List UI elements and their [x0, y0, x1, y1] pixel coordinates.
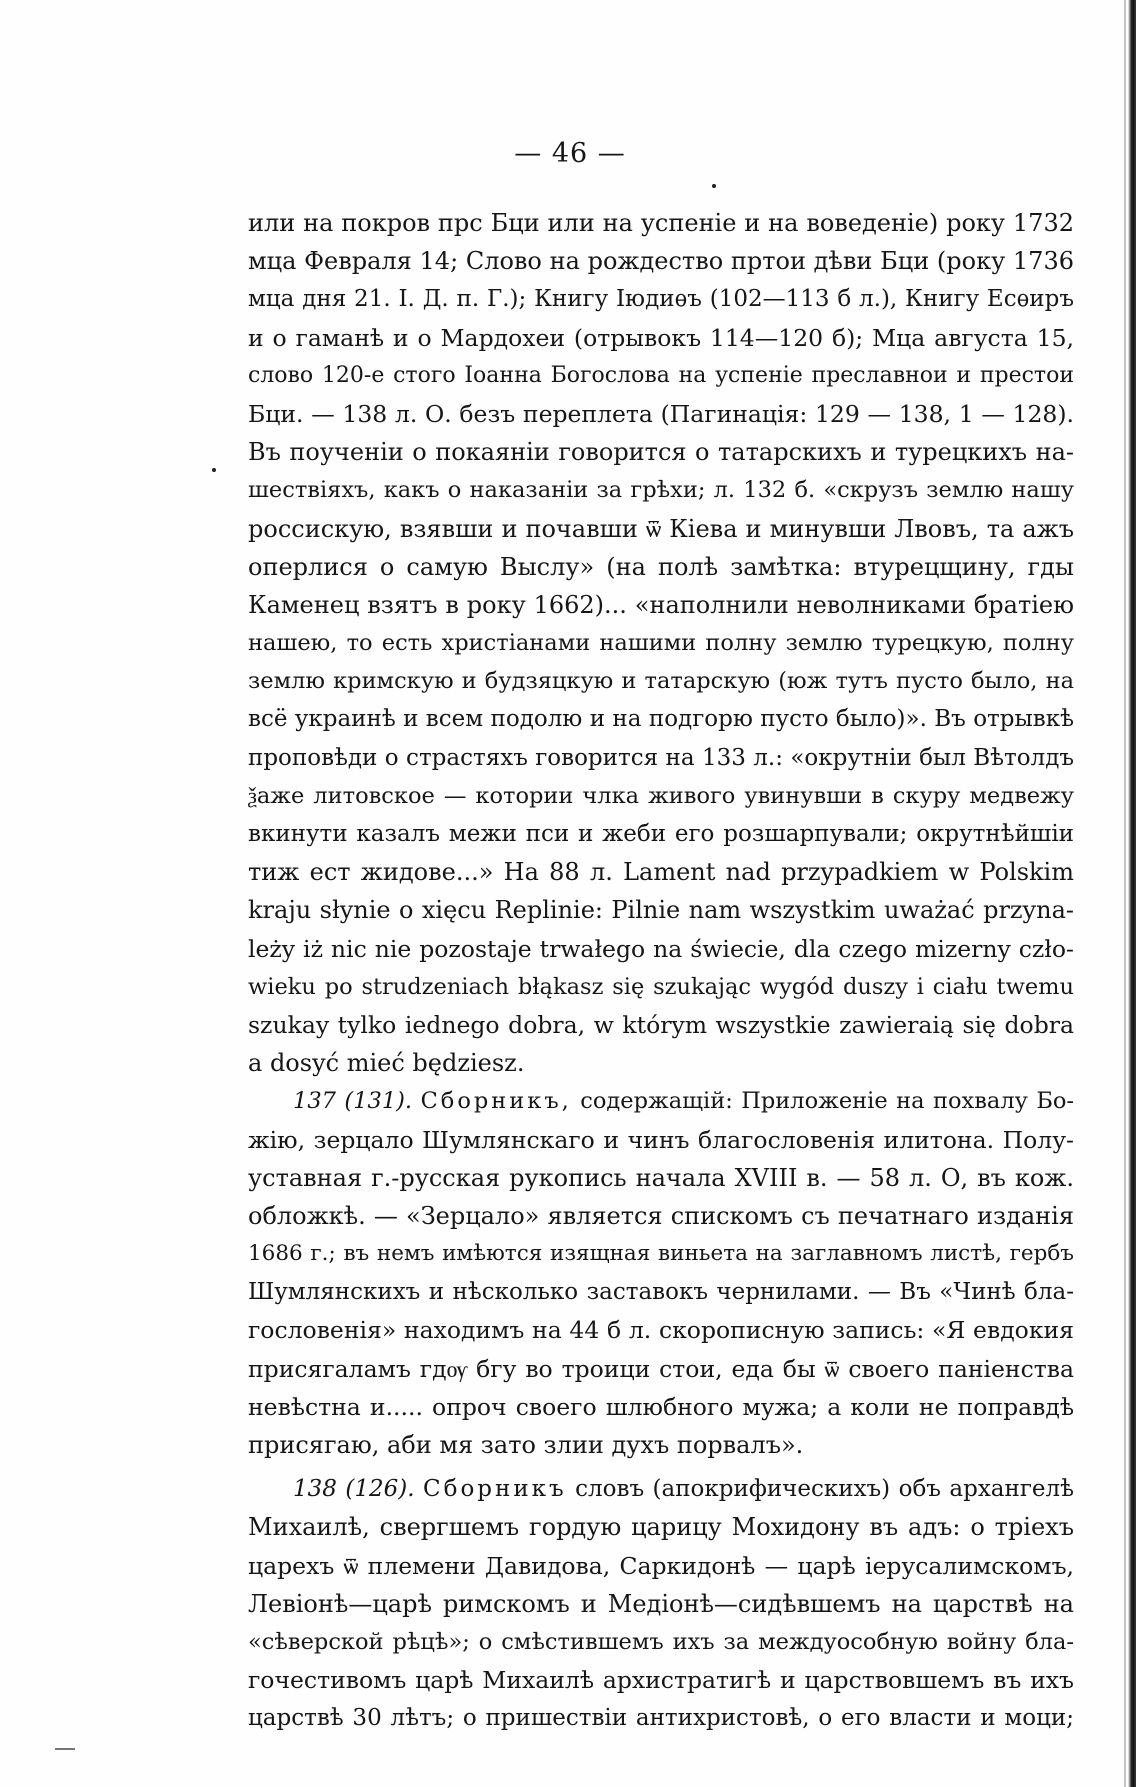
catalog-entry-137 [248, 1082, 1074, 1464]
text-line: гословенія» находимъ на 44 б л. скорописную запись: «Я евдокия [248, 1316, 1074, 1345]
text-line: ѯаже литовское — котории члка живого увинувши в скуру медвежу [248, 782, 1074, 809]
text-line: обложкѣ. — «Зерцало» является спискомъ съ печатнаго изданія [248, 1201, 1074, 1230]
entry-heading-line [248, 1470, 1074, 1508]
text-line: Шумлянскихъ и нѣсколько заставокъ чернилами. — Въ «Чинѣ бла- [248, 1279, 1074, 1306]
text-line: «сѣверской рѣцѣ»; о смѣстившемъ ихъ за междуособную войну бла- [248, 1628, 1074, 1655]
paragraph-continuation [248, 204, 1074, 1082]
text-line: вкинути казалъ межи пси и жеби его розшарпували; окрутнѣйшіи [248, 821, 1074, 847]
entry-heading-line [248, 1082, 1074, 1120]
text-line: a dosyć mieć będziesz. [248, 1049, 525, 1078]
text-line: уставная г.-русская рукопись начала XVIII в. — 58 л. О, въ кож. [248, 1163, 1074, 1192]
text-line: нашею, то есть христіанами нашими полну землю турецкую, полну [248, 630, 1074, 657]
text-line: присягаю, аби мя зато злии духъ порвалъ». [248, 1431, 804, 1459]
text-line: Михаилѣ, свергшемъ гордую царицу Мохидону въ адъ: о тріехъ [248, 1513, 1074, 1542]
text-line: Бци. — 138 л. О. безъ переплета (Пагинація: 129 — 138, 1 — 128). [248, 399, 1074, 428]
text-line: Въ поученіи о покаяніи говорится о татарскихъ и турецкихъ на- [248, 438, 1074, 467]
page-binding-edge [1128, 0, 1136, 1787]
text-line: землю кримскую и будзяцкую и татарскую (юж тутъ пусто было, на [248, 668, 1074, 695]
entry-number: 137 (131). [293, 1088, 413, 1115]
text-line: Левіонѣ—царѣ римскомъ и Медіонѣ—сидѣвшемъ на царствѣ на [248, 1589, 1074, 1618]
text-line: мца дня 21. І. Д. п. Г.); Книгу Іюдиѳъ (102—113 б л.), Книгу Есѳиръ [248, 286, 1074, 313]
page-number: — 46 — [514, 138, 626, 169]
text-line: всё украинѣ и всем подолю и на подгорю пусто было)». Въ отрывкѣ [248, 706, 1074, 733]
text-line: и о гаманѣ и о Мардохеи (отрывокъ 114—120 б); Мца августа 15, [248, 323, 1074, 352]
body-text [248, 204, 1074, 1738]
text-line: царехъ ѿ племени Давидова, Саркидонѣ — царѣ іерусалимскомъ, [248, 1551, 1074, 1580]
text-line: слово 120-е стого Іоанна Богослова на успеніе преславнои и престои [248, 362, 1074, 388]
text-line: царствѣ 30 лѣтъ; о пришествіи антихристовѣ, о его власти и моци; [248, 1705, 1074, 1732]
text-line: шествіяхъ, какъ о наказаніи за грѣхи; л. 132 б. «скрузъ землю нашу [248, 477, 1074, 504]
text-line: 1686 г.; въ немъ имѣются изящная виньета на заглавномъ листѣ, гербъ [248, 1241, 1074, 1267]
text-line: или на покров прс Бци или на успеніе и на воведеніе) року 1732 [248, 209, 1074, 237]
text-line: проповѣди о страстяхъ говорится на 133 л.: «окрутніи был Вѣтолдъ [248, 744, 1074, 771]
text-line: Каменец взятъ в року 1662)... «наполнили неволниками братіею [248, 590, 1074, 619]
catalog-entry-138 [248, 1470, 1074, 1737]
entry-title: Сборникъ, [420, 1088, 572, 1115]
text-line: leży iż nic nie pozostaje trwałego na świecie, dla czego mizerny czło- [248, 934, 1074, 963]
text-line: россиcкую, взявши и почавши ѿ Кіева и минувши Лвовъ, та ажъ [248, 514, 1074, 543]
text-line: тиж ест жидове...» На 88 л. Lament nad przypadkiem w Polskim [248, 858, 1074, 887]
text-line: жію, зерцало Шумлянскаго и чинъ благословенія илитона. Полу- [248, 1125, 1074, 1154]
margin-speck [712, 184, 716, 188]
text-line: гочестивомъ царѣ Михаилѣ архистратигѣ и царствовшемъ въ ихъ [248, 1666, 1074, 1695]
text-line: мца Февраля 14; Слово на рождество пртои дѣви Бци (року 1736 [248, 247, 1074, 276]
margin-speck [212, 468, 216, 472]
text-line: szukay tylko iednego dobra, w którym wszystkie zawieraią się dobra [248, 1010, 1074, 1039]
page-binding-shadow [1124, 0, 1126, 1787]
text-line: присягаламъ гдѹ бгу во троици стои, еда бы ѿ своего паніенства [248, 1354, 1074, 1383]
text-line: wieku po strudzeniach błąkasz się szukając wygód duszy i ciału twemu [248, 973, 1074, 1000]
text-line-fragment: содержащій: Приложеніе на похвалу Бо- [580, 1088, 1075, 1115]
text-line: невѣстна и..... опроч своего шлюбного мужа; а коли не поправдѣ [248, 1392, 1074, 1421]
scan-artifact-mark [55, 1748, 75, 1750]
text-line: kraju słynie o xięcu Replinie: Pilnie nam wszystkim uważać przyna- [248, 896, 1074, 925]
entry-title: Сборникъ [423, 1476, 567, 1503]
text-line-fragment: словъ (апокрифическихъ) объ архангелѣ [575, 1476, 1074, 1503]
text-line: оперлися о самую Выслу» (на полѣ замѣтка: втурецщину, гды [248, 552, 1074, 581]
entry-number: 138 (126). [293, 1476, 415, 1503]
